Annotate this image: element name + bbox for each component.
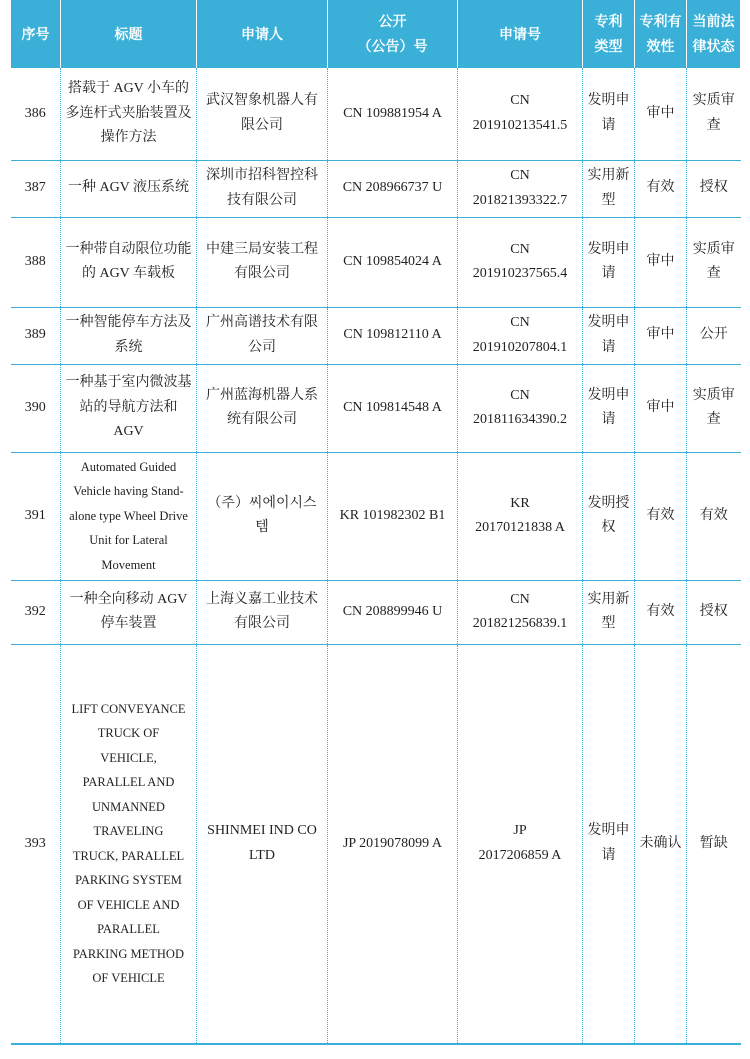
table-row [11, 364, 741, 452]
cell-application-number [458, 580, 583, 644]
table-row [11, 68, 741, 160]
cell-application-number [458, 217, 583, 307]
application-number: 20170121838 A [475, 520, 565, 535]
cell-application-number [458, 644, 583, 1044]
cell-applicant: 上海义嘉工业技术有限公司 [197, 580, 328, 644]
table-row [11, 217, 741, 307]
cell-applicant: SHINMEI IND CO LTD [197, 644, 328, 1044]
application-number: 201910213541.5 [472, 117, 568, 133]
header-validity-line2: 效性 [646, 38, 675, 54]
cell-title: Automated Guided Vehicle having Stand-alone type Wheel Drive Unit for Lateral Movement [61, 452, 197, 580]
cell-seq: 386 [11, 68, 61, 160]
cell-title: 搭载于 AGV 小车的多连杆式夹胎装置及操作方法 [61, 68, 197, 160]
cell-legal-status: 授权 [687, 160, 741, 217]
application-number: 2017206859 A [478, 847, 562, 863]
cell-validity: 审中 [635, 307, 687, 364]
cell-title: 一种基于室内微波基站的导航方法和 AGV [61, 364, 197, 452]
cell-validity: 有效 [635, 452, 687, 580]
cell-publication-number: CN 208966737 U [328, 160, 458, 217]
cell-validity: 未确认 [635, 644, 687, 1044]
cell-publication-number: KR 101982302 B1 [328, 452, 458, 580]
application-number: 201821256839.1 [472, 616, 568, 631]
header-legal-status [687, 0, 741, 68]
header-validity-line1: 专利有 [639, 13, 682, 29]
table-row [11, 644, 741, 1044]
header-status-line2: 律状态 [692, 38, 735, 54]
application-prefix: CN [510, 168, 530, 183]
cell-validity: 有效 [635, 580, 687, 644]
header-type-line1: 专利 [594, 13, 623, 29]
header-publication-number [328, 0, 458, 68]
application-prefix: KR [510, 495, 530, 511]
cell-applicant: 深圳市招科智控科技有限公司 [197, 160, 328, 217]
cell-seq: 393 [11, 644, 61, 1044]
header-application-number: 申请号 [458, 0, 583, 68]
application-number: 201811634390.2 [473, 412, 567, 427]
cell-patent-type: 实用新型 [583, 160, 635, 217]
cell-seq: 391 [11, 452, 61, 580]
cell-publication-number: CN 109814548 A [328, 364, 458, 452]
cell-validity: 审中 [635, 217, 687, 307]
cell-title: 一种带自动限位功能的 AGV 车载板 [61, 217, 197, 307]
table-row [11, 580, 741, 644]
cell-applicant: 武汉智象机器人有限公司 [197, 68, 328, 160]
cell-legal-status: 实质审查 [687, 217, 741, 307]
cell-title: LIFT CONVEYANCE TRUCK OF VEHICLE, PARALLEL AND UNMANNED TRAVELING TRUCK, PARALLEL PARKING SYSTEM OF VEHICLE AND PARALLEL PARKING METHOD OF VEHICLE [61, 644, 197, 1044]
application-prefix: CN [510, 591, 530, 607]
cell-seq: 388 [11, 217, 61, 307]
application-prefix: CN [510, 93, 530, 109]
header-title: 标题 [61, 0, 197, 68]
application-number: 201821393322.7 [472, 192, 568, 208]
cell-patent-type: 发明申请 [583, 307, 635, 364]
cell-title: 一种智能停车方法及系统 [61, 307, 197, 364]
cell-publication-number: JP 2019078099 A [328, 644, 458, 1044]
cell-publication-number: CN 109881954 A [328, 68, 458, 160]
patent-table [10, 0, 741, 1045]
cell-patent-type: 发明申请 [583, 364, 635, 452]
cell-applicant: 广州蓝海机器人系统有限公司 [197, 364, 328, 452]
header-seq: 序号 [11, 0, 61, 68]
cell-applicant: （주）씨에이시스템 [197, 452, 328, 580]
cell-legal-status: 公开 [687, 307, 741, 364]
header-type-line2: 类型 [594, 38, 623, 54]
cell-application-number [458, 68, 583, 160]
header-validity [635, 0, 687, 68]
table-row [11, 307, 741, 364]
application-prefix: JP [513, 823, 527, 839]
header-publication-line1: 公开 [378, 13, 407, 29]
application-prefix: CN [510, 387, 530, 403]
cell-publication-number: CN 109812110 A [328, 307, 458, 364]
cell-application-number [458, 160, 583, 217]
cell-legal-status: 有效 [687, 452, 741, 580]
cell-seq: 392 [11, 580, 61, 644]
cell-legal-status: 暂缺 [687, 644, 741, 1044]
header-patent-type [583, 0, 635, 68]
cell-applicant: 中建三局安装工程有限公司 [197, 217, 328, 307]
cell-patent-type: 发明申请 [583, 217, 635, 307]
cell-patent-type: 发明申请 [583, 644, 635, 1044]
cell-patent-type: 实用新型 [583, 580, 635, 644]
cell-validity: 审中 [635, 364, 687, 452]
cell-validity: 审中 [635, 68, 687, 160]
cell-legal-status: 实质审查 [687, 364, 741, 452]
table-header-row [11, 0, 741, 68]
cell-application-number [458, 307, 583, 364]
table-row [11, 452, 741, 580]
cell-seq: 387 [11, 160, 61, 217]
cell-legal-status: 实质审查 [687, 68, 741, 160]
cell-application-number [458, 364, 583, 452]
header-status-line1: 当前法 [692, 13, 735, 29]
cell-title: 一种全向移动 AGV 停车装置 [61, 580, 197, 644]
application-number: 201910207804.1 [472, 339, 568, 355]
application-number: 201910237565.4 [472, 266, 568, 281]
table-row [11, 160, 741, 217]
cell-title: 一种 AGV 液压系统 [61, 160, 197, 217]
application-prefix: CN [510, 315, 530, 330]
cell-legal-status: 授权 [687, 580, 741, 644]
header-publication-line2: （公告）号 [357, 38, 428, 54]
cell-validity: 有效 [635, 160, 687, 217]
header-applicant: 申请人 [197, 0, 328, 68]
cell-applicant: 广州高谱技术有限公司 [197, 307, 328, 364]
cell-publication-number: CN 109854024 A [328, 217, 458, 307]
cell-seq: 389 [11, 307, 61, 364]
cell-publication-number: CN 208899946 U [328, 580, 458, 644]
cell-seq: 390 [11, 364, 61, 452]
cell-patent-type: 发明授权 [583, 452, 635, 580]
cell-application-number [458, 452, 583, 580]
cell-patent-type: 发明申请 [583, 68, 635, 160]
application-prefix: CN [510, 241, 530, 257]
